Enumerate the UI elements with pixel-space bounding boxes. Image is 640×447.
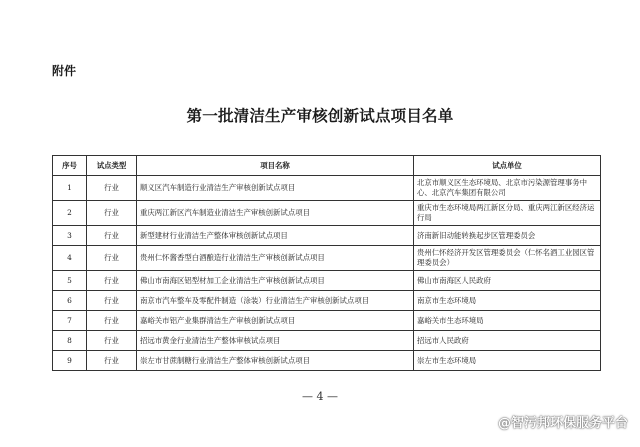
pilot-type: 行业 [87,246,137,271]
project-name: 崇左市甘蔗制糖行业清洁生产整体审核创新试点项目 [137,351,414,371]
table-row [53,226,601,246]
pilot-project-table [52,155,601,371]
row-number: 8 [53,331,87,351]
project-name: 佛山市南海区铝型材加工企业清洁生产审核创新试点项目 [137,271,414,291]
pilot-type: 行业 [87,311,137,331]
pilot-unit: 重庆市生态环境局两江新区分局、重庆两江新区经济运行局 [414,201,601,226]
pilot-unit: 济南新旧动能转换起步区管理委员会 [414,226,601,246]
project-name: 嘉峪关市铝产业集群清洁生产审核创新试点项目 [137,311,414,331]
pilot-type: 行业 [87,271,137,291]
table-row [53,176,601,201]
project-name: 贵州仁怀酱香型白酒酿造行业清洁生产审核创新试点项目 [137,246,414,271]
pilot-unit: 贵州仁怀经济开发区管理委员会（仁怀名酒工业园区管理委员会） [414,246,601,271]
page-number: — 4 — [302,390,338,403]
watermark [475,412,628,431]
row-number: 2 [53,201,87,226]
brand-logo-icon [475,413,493,431]
row-number: 9 [53,351,87,371]
project-name: 重庆两江新区汽车制造业清洁生产审核创新试点项目 [137,201,414,226]
row-number: 5 [53,271,87,291]
pilot-type: 行业 [87,351,137,371]
table-row [53,351,601,371]
row-number: 7 [53,311,87,331]
document-title: 第一批清洁生产审核创新试点项目名单 [186,107,454,125]
table-row [53,331,601,351]
project-name: 南京市汽车整车及零配件制造（涂装）行业清洁生产审核创新试点项目 [137,291,414,311]
table-row [53,201,601,226]
pilot-type: 行业 [87,331,137,351]
column-header: 序号 [53,156,87,176]
pilot-type: 行业 [87,176,137,201]
table-row [53,311,601,331]
pilot-unit: 佛山市南海区人民政府 [414,271,601,291]
pilot-unit: 南京市生态环境局 [414,291,601,311]
pilot-unit: 嘉峪关市生态环境局 [414,311,601,331]
row-number: 4 [53,246,87,271]
pilot-unit: 招远市人民政府 [414,331,601,351]
row-number: 3 [53,226,87,246]
table-row [53,271,601,291]
project-name: 新型建材行业清洁生产整体审核创新试点项目 [137,226,414,246]
pilot-unit: 崇左市生态环境局 [414,351,601,371]
table-row [53,291,601,311]
column-header: 项目名称 [137,156,414,176]
attachment-label: 附件 [52,64,77,78]
column-header: 试点单位 [414,156,601,176]
pilot-type: 行业 [87,291,137,311]
pilot-unit: 北京市顺义区生态环境局、北京市污染源管理事务中心、北京汽车集团有限公司 [414,176,601,201]
pilot-type: 行业 [87,226,137,246]
watermark-text: @智污邦环保服务平台 [497,416,628,431]
row-number: 1 [53,176,87,201]
table-header-row [53,156,601,176]
pilot-type: 行业 [87,201,137,226]
project-name: 顺义区汽车制造行业清洁生产审核创新试点项目 [137,176,414,201]
row-number: 6 [53,291,87,311]
project-name: 招远市黄金行业清洁生产整体审核试点项目 [137,331,414,351]
table-row [53,246,601,271]
column-header: 试点类型 [87,156,137,176]
